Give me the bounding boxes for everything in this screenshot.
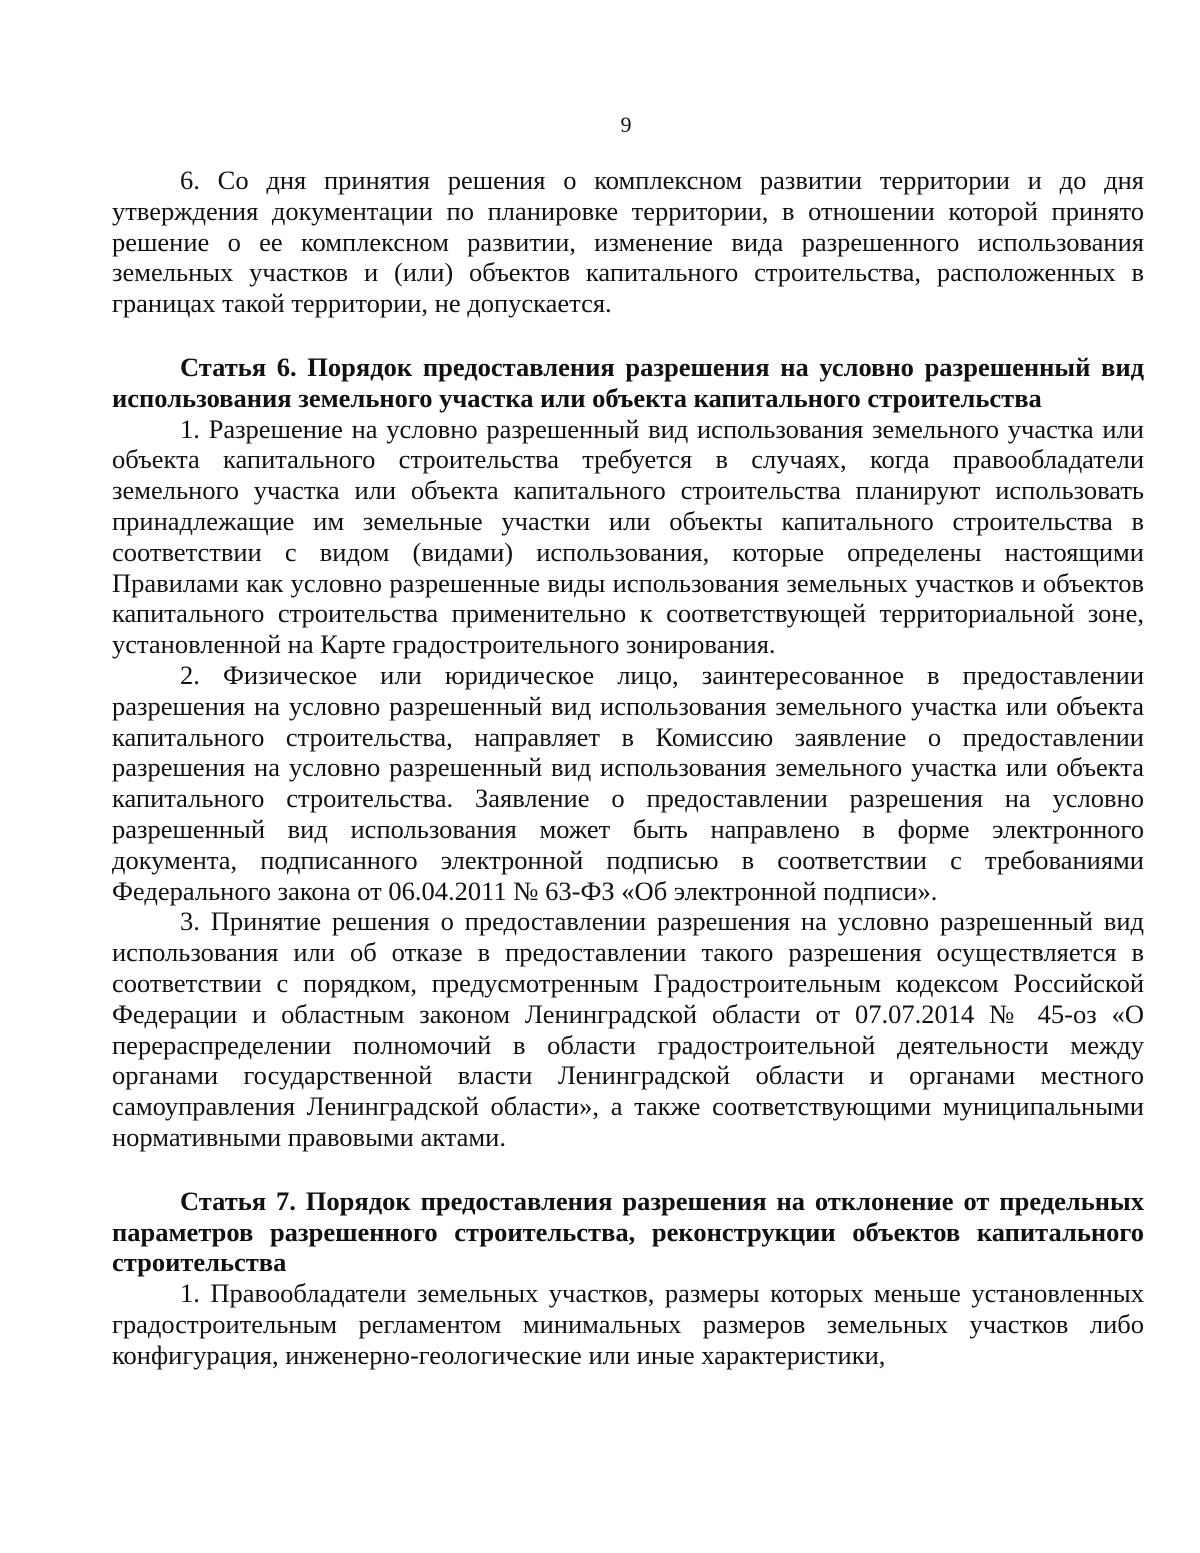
article-6-paragraph-2: 2. Физическое или юридическое лицо, заинтересованное в предоставлении разрешения на условно разрешенный вид использования земельного участка или объекта капитального строительства, направляет в Комиссию заявление о предоставлении разрешения на условно разрешенный вид использования земельного участка или объекта капитального строительства. Заявление о предоставлении разрешения на условно разрешенный вид использования может быть направлено в форме электронного документа, подписанного электронной подписью в соответствии с требованиями Федерального закона от 06.04.2011 № 63-ФЗ «Об электронной подписи». [112,659,1144,906]
paragraph-6: 6. Со дня принятия решения о комплексном развитии территории и до дня утверждения документации по планировке территории, в отношении которой принято решение о ее комплексном развитии, изменение вида разрешенного использования земельных участков и (или) объектов капитального строительства, расположенных в границах такой территории, не допускается. [112,165,1144,319]
article-7-paragraph-1: 1. Правообладатели земельных участков, размеры которых меньше установленных градостроительным регламентом минимальных размеров земельных участков либо конфигурация, инженерно-геологические или иные характеристики, [112,1278,1144,1370]
article-6-heading: Статья 6. Порядок предоставления разрешения на условно разрешенный вид использования земельного участка или объекта капитального строительства [112,351,1144,413]
section-gap [112,319,1144,352]
article-7-heading: Статья 7. Порядок предоставления разрешения на отклонение от предельных параметров разрешенного строительства, реконструкции объектов капитального строительства [112,1185,1144,1278]
page-number: 9 [620,112,632,137]
document-body [112,165,1144,1370]
article-6-paragraph-3: 3. Принятие решения о предоставлении разрешения на условно разрешенный вид использования или об отказе в предоставлении такого разрешения осуществляется в соответствии с порядком, предусмотренным Градостроительным кодексом Российской Федерации и областным законом Ленинградской области от 07.07.2014 № 45-оз «О перераспределении полномочий в области градостроительной деятельности между органами государственной власти Ленинградской области и органами местного самоуправления Ленинградской области», а также соответствующими муниципальными нормативными правовыми актами. [112,906,1144,1152]
section-gap [112,1153,1144,1186]
article-6-paragraph-1: 1. Разрешение на условно разрешенный вид использования земельного участка или объекта капитального строительства требуется в случаях, когда правообладатели земельного участка или объекта капитального строительства планируют использовать принадлежащие им земельные участки или объекты капитального строительства в соответствии с видом (видами) использования, которые определены настоящими Правилами как условно разрешенные виды использования земельных участков и объектов капитального строительства применительно к соответствующей территориальной зоне, установленной на Карте градостроительного зонирования. [112,413,1144,660]
